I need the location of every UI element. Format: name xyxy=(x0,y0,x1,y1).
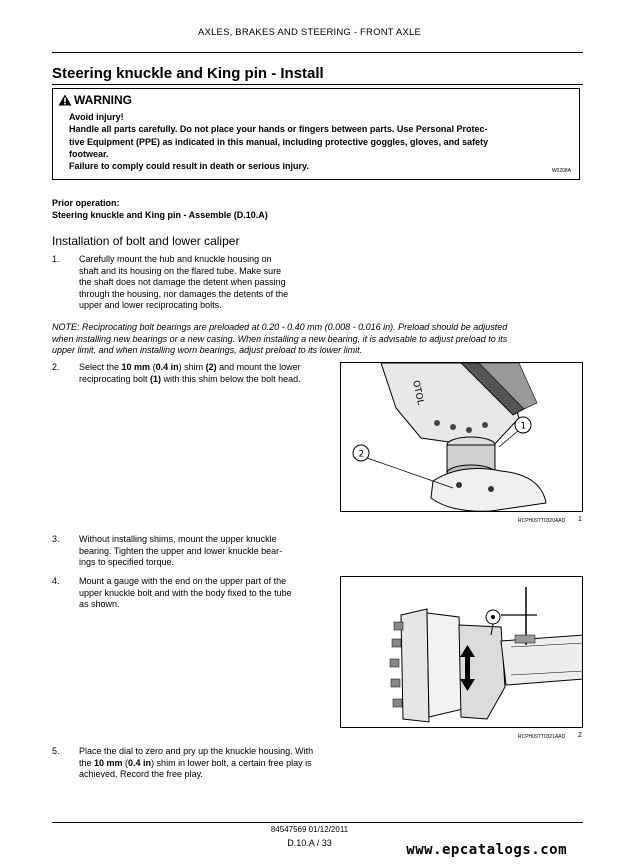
figure-1-caption: RCPH09TT0320AAD xyxy=(518,518,566,524)
step-text: and mount the lower reciprocating bolt xyxy=(79,362,301,384)
step-text-bold: 10 mm xyxy=(94,757,123,768)
step-1-text xyxy=(79,254,319,312)
warning-label: WARNING xyxy=(74,93,132,107)
prior-operation-label: Prior operation: xyxy=(52,198,120,208)
step-text-bold: 0.4 in xyxy=(128,757,152,768)
step-text-bold: 0.4 in xyxy=(155,362,179,372)
figure-1-illustration xyxy=(341,363,583,512)
step-number: 5. xyxy=(52,746,60,756)
warning-line: Failure to comply could result in death or serious injury. xyxy=(69,161,309,172)
footer-doc-id: 84547569 01/12/2011 xyxy=(270,825,349,834)
step-2-text xyxy=(79,362,319,385)
step-line: Carefully mount the hub and knuckle housing on xyxy=(79,254,272,264)
step-text: with this shim below the bolt head. xyxy=(161,373,301,384)
step-text-bold: (2) xyxy=(205,362,217,372)
figure-1 xyxy=(340,362,583,512)
step-text-bold: 10 mm xyxy=(121,362,151,372)
note-line: NOTE: Reciprocating bolt bearings are preloaded at 0.20 - 0.40 mm (0.008 - 0.016 in). Preload should be adjusted xyxy=(52,322,508,332)
figure-2-caption: RCPH09TT0321AAD xyxy=(518,734,566,740)
step-text: Select the xyxy=(79,362,122,372)
step-text: ) shim xyxy=(178,362,206,372)
warning-line: footwear. xyxy=(69,148,109,159)
callout-1: 1 xyxy=(520,421,527,432)
title-rule xyxy=(52,84,583,85)
figure-2-illustration xyxy=(341,577,583,728)
warning-line: Avoid injury! xyxy=(69,112,124,122)
figure-1-number: 1 xyxy=(578,516,582,523)
step-line: through the housing, nor damages the detents of the xyxy=(79,288,289,299)
warning-line: Handle all parts carefully. Do not place your hands or fingers between parts. Use Personal Protec- xyxy=(69,124,488,135)
step-4-text xyxy=(79,576,324,611)
subsection-title: Installation of bolt and lower caliper xyxy=(52,234,240,248)
step-number: 1. xyxy=(52,254,60,264)
step-line: upper knuckle bolt and with the body fixed to the tube xyxy=(79,587,292,598)
step-line: upper and lower reciprocating bolts. xyxy=(79,300,222,310)
step-line: the shaft does not damage the detent when passing xyxy=(79,277,286,287)
header-rule xyxy=(52,52,583,53)
warning-box xyxy=(52,88,580,180)
step-line: Without installing shims, mount the upper knuckle xyxy=(79,534,277,544)
step-5-text xyxy=(79,746,321,781)
step-line: shaft and its housing on the flared tube. Make sure xyxy=(79,265,282,276)
figure-2 xyxy=(340,576,583,728)
watermark: www.epcatalogs.com xyxy=(406,842,567,858)
warning-triangle-icon xyxy=(58,94,72,106)
warning-text xyxy=(69,111,569,172)
step-line: ings to specified torque. xyxy=(79,557,175,567)
step-line: bearing. Tighten the upper and lower knuckle bear- xyxy=(79,545,283,556)
warning-line: tive Equipment (PPE) as indicated in this manual, including protective goggles, gloves, and safety xyxy=(69,136,489,147)
note-line: upper limit, and when installing worn bearings, adjust preload to its lower limit. xyxy=(52,345,363,355)
step-text: ) shim in lower bolt, a certain free play is achieved. Record the free play. xyxy=(79,757,312,779)
step-number: 3. xyxy=(52,534,60,544)
warning-code: W0208A xyxy=(551,168,571,174)
prior-operation xyxy=(52,198,268,221)
warning-heading xyxy=(58,93,132,107)
housing-engraving: OTOL xyxy=(410,379,425,406)
figure-2-number: 2 xyxy=(578,732,582,739)
step-text: ( xyxy=(122,757,129,768)
step-text-bold: (1) xyxy=(150,373,162,384)
footer-rule xyxy=(52,822,583,823)
step-3-text xyxy=(79,534,324,569)
step-number: 4. xyxy=(52,576,60,586)
step-text: ( xyxy=(150,362,156,372)
page-title: Steering knuckle and King pin - Install xyxy=(52,65,324,82)
step-line: as shown. xyxy=(79,599,120,609)
step-line: Mount a gauge with the end on the upper part of the xyxy=(79,576,287,586)
step-text: Place the dial to zero and pry up the knuckle housing. With the xyxy=(79,746,314,768)
running-header: AXLES, BRAKES AND STEERING - FRONT AXLE xyxy=(197,27,422,38)
step-number: 2. xyxy=(52,362,60,372)
prior-operation-link[interactable]: Steering knuckle and King pin - Assemble (D.10.A) xyxy=(52,209,268,220)
callout-2: 2 xyxy=(358,449,365,460)
footer-page-number: D.10.A / 33 xyxy=(287,838,332,848)
note-line: when installing new bearings or a new casing. When installing a new bearing, it is advisable to adjust preload to its xyxy=(52,333,508,344)
note xyxy=(52,322,584,357)
